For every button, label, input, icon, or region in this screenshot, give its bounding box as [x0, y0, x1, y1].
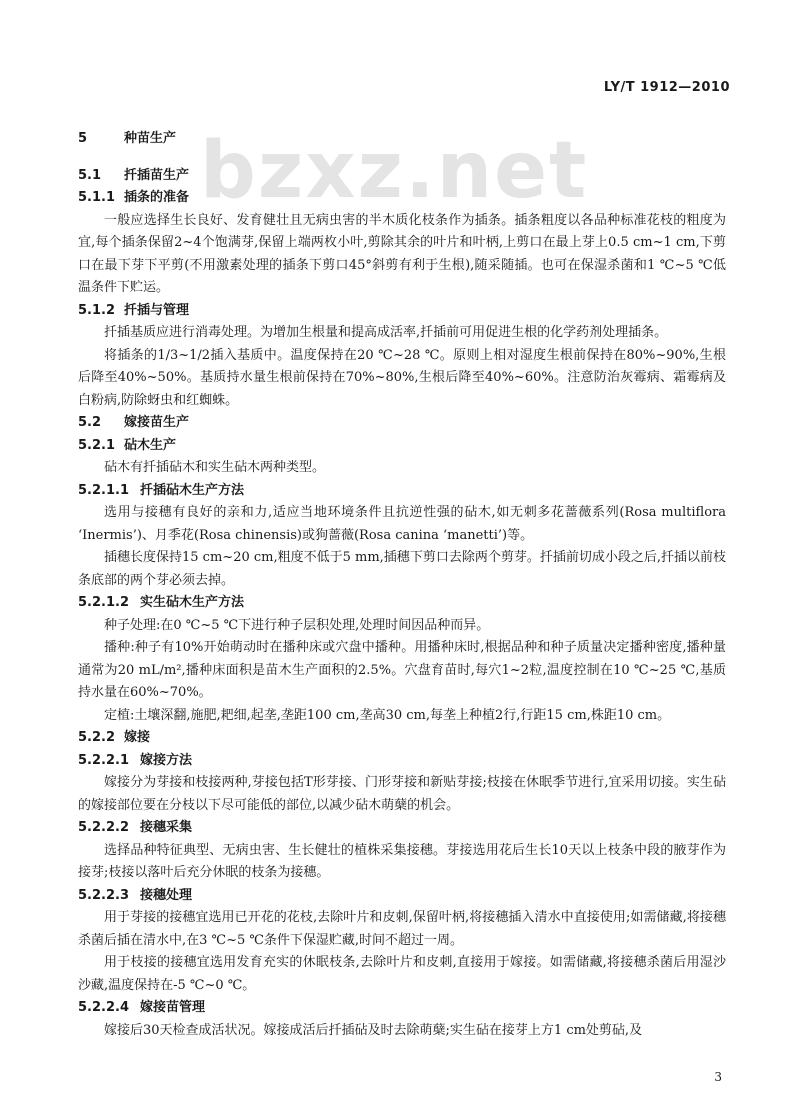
section-heading: [78, 187, 726, 210]
section-title: 扦插苗生产: [124, 167, 190, 183]
section-number: 5.1.2: [78, 302, 116, 318]
section-heading: [78, 750, 726, 773]
paragraph: 砧木有扦插砧木和实生砧木两种类型。: [104, 460, 326, 475]
section-number: 5.2.2.3: [78, 887, 129, 903]
paragraph: 用于芽接的接穗宜选用已开花的花枝,去除叶片和皮刺,保留叶柄,将接穗插入清水中直接使用;如需储藏,将接穗杀菌后插在清水中,在3 ℃~5 ℃条件下保湿贮藏,时间不超过一周。: [78, 910, 726, 948]
section-title: 接穗采集: [140, 820, 193, 835]
section-title: 嫁接: [124, 730, 151, 745]
section-title: 插条的准备: [124, 190, 190, 205]
section-number: 5.1: [78, 167, 102, 183]
section-title: 种苗生产: [124, 131, 177, 146]
section-heading: [78, 592, 726, 615]
section-title: 接穗处理: [140, 887, 193, 903]
page-number: 3: [714, 1070, 722, 1084]
standard-code: LY/T 1912—2010: [603, 80, 730, 95]
section-heading: [78, 817, 726, 840]
section-heading: [78, 435, 726, 458]
paragraph: 选用与接穗有良好的亲和力,适应当地环境条件且抗逆性强的砧木,如无刺多花蔷薇系列(Rosa multiflora ‘Inermis’)、月季花(Rosa chinensis)或狗蔷薇(Rosa canina ‘manetti’)等。: [78, 505, 726, 543]
paragraph: 用于枝接的接穗宜选用发育充实的休眠枝条,去除叶片和皮刺,直接用于嫁接。如需储藏,将接穗杀菌后用湿沙沙藏,温度保持在-5 ℃~0 ℃。: [78, 955, 726, 993]
section-number: 5.2.2: [78, 730, 116, 745]
section-number: 5.2.2.2: [78, 820, 129, 835]
paragraph: 定植:土壤深翻,施肥,耙细,起垄,垄距100 cm,垄高30 cm,每垄上种植2行,行距15 cm,株距10 cm。: [104, 707, 671, 723]
section-title: 嫁接苗生产: [124, 415, 190, 430]
section-heading: [78, 128, 726, 151]
section-title: 扦插与管理: [124, 302, 190, 318]
section-title: 砧木生产: [124, 437, 177, 453]
paragraph: 选择品种特征典型、无病虫害、生长健壮的植株采集接穗。芽接选用花后生长10天以上枝条中段的腋芽作为接芽;枝接以落叶后充分休眠的枝条为接穗。: [78, 842, 726, 880]
section-heading: [78, 412, 726, 435]
section-number: 5.2.1: [78, 437, 116, 453]
paragraph: 插穗长度保持15 cm~20 cm,粗度不低于5 mm,插穗下剪口去除两个剪芽。扦插前切成小段之后,扦插以前枝条底部的两个芽必须去掉。: [78, 550, 726, 588]
section-number: 5.2: [78, 415, 102, 430]
section-heading: [78, 885, 726, 908]
paragraph: 一般应选择生长良好、发育健壮且无病虫害的半木质化枝条作为插条。插条粗度以各品种标准花枝的粗度为宜,每个插条保留2~4个饱满芽,保留上端两枚小叶,剪除其余的叶片和叶柄,上剪口在最上芽上0.5 cm~1 cm,下剪口在最下芽下平剪(不用激素处理的插条下剪口45°斜剪有利于生根),随采随插。也可在保湿杀菌和1 ℃~5 ℃低温条件下贮运。: [78, 212, 726, 295]
section-heading: [78, 480, 726, 503]
paragraph: 嫁接分为芽接和枝接两种,芽接包括T形芽接、门形芽接和新贴芽接;枝接在休眠季节进行,宜采用切接。实生砧的嫁接部位要在分枝以下尽可能低的部位,以减少砧木萌蘖的机会。: [78, 775, 726, 813]
section-heading: [78, 165, 726, 188]
paragraph: 种子处理:在0 ℃~5 ℃下进行种子层积处理,处理时间因品种而异。: [104, 617, 490, 633]
paragraph: 扦插基质应进行消毒处理。为增加生根量和提高成活率,扦插前可用促进生根的化学药剂处理插条。: [104, 325, 668, 340]
section-number: 5.1.1: [78, 190, 116, 205]
section-number: 5.2.1.2: [78, 595, 129, 610]
section-number: 5.2.1.1: [78, 482, 129, 498]
section-title: 嫁接方法: [140, 752, 193, 768]
section-number: 5.2.2.4: [78, 1000, 129, 1015]
section-title: 实生砧木生产方法: [140, 595, 245, 610]
document-body: [78, 128, 726, 1042]
section-heading: [78, 997, 726, 1020]
section-number: 5.2.2.1: [78, 752, 129, 768]
paragraph: 播种:种子有10%开始萌动时在播种床或穴盘中播种。用播种床时,根据品种和种子质量决定播种密度,播种量通常为20 mL/m²,播种床面积是苗木生产面积的2.5%。穴盘育苗时,每穴1~2粒,温度控制在10 ℃~25 ℃,基质持水量在60%~70%。: [78, 640, 726, 700]
section-heading: [78, 300, 726, 323]
section-title: 嫁接苗管理: [140, 1000, 206, 1015]
section-heading: [78, 727, 726, 750]
paragraph: 嫁接后30天检查成活状况。嫁接成活后扦插砧及时去除萌蘖;实生砧在接芽上方1 cm处剪砧,及: [104, 1022, 643, 1038]
section-number: 5: [78, 131, 88, 146]
watermark-text: bzxz.net: [200, 126, 589, 216]
section-title: 扦插砧木生产方法: [140, 482, 245, 498]
paragraph: 将插条的1/3~1/2插入基质中。温度保持在20 ℃~28 ℃。原则上相对湿度生根前保持在80%~90%,生根后降至40%~50%。基质持水量生根前保持在70%~80%,生根后降至40%~60%。注意防治灰霉病、霜霉病及白粉病,防除蚜虫和红蜘蛛。: [78, 347, 726, 408]
